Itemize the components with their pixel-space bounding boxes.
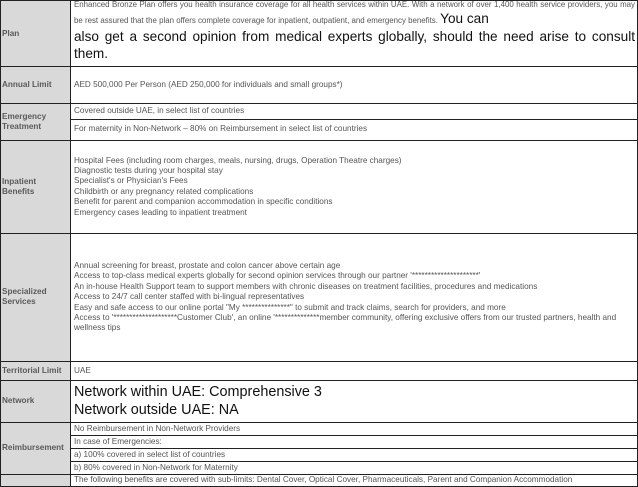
footer-row: [1, 474, 638, 486]
reimbursement-line: b) 80% covered in Non-Network for Maternity: [74, 462, 238, 472]
inpatient-line: Diagnostic tests during your hospital stay: [74, 166, 223, 175]
specialized-label: [1, 233, 71, 361]
specialized-line: Access to top-class medical experts globally for second opinion services through our partner '*********************': [74, 271, 481, 281]
inpatient-line: Specialist's or Physician's Fees: [74, 176, 188, 186]
annual-limit-row: [1, 67, 638, 104]
emergency-label-1: Emergency: [2, 111, 47, 121]
annual-limit-label: Annual Limit: [1, 67, 71, 104]
inpatient-label: [1, 140, 71, 233]
inpatient-line: Benefit for parent and companion accommodation in specific conditions: [74, 197, 333, 207]
network-row: [1, 380, 638, 422]
territorial-row: [1, 361, 638, 380]
footer-text: The following benefits are covered with sub-limits: Dental Cover, Optical Cover, Pharmaceuticals, Parent and Companion Accommodation: [71, 474, 638, 486]
network-line-2: Network outside UAE: NA: [74, 402, 239, 419]
emergency-label: [1, 104, 71, 141]
inpatient-label-2: Benefits: [2, 186, 35, 196]
emergency-row: [1, 104, 638, 141]
reimbursement-row: [1, 422, 638, 474]
plan-text-big-inline: You can: [440, 11, 489, 26]
inpatient-line: Childbirth or any pregnancy related complications: [74, 186, 254, 196]
emergency-values: [71, 104, 638, 141]
specialized-label-1: Specialized: [2, 287, 47, 297]
reimbursement-label: Reimbursement: [1, 422, 71, 474]
inpatient-line: Emergency cases leading to inpatient treatment: [74, 207, 247, 217]
specialized-line: An in-house Health Support team to support members with chronic diseases on treatment facilities, procedures and medications: [74, 281, 538, 291]
reimbursement-line: In case of Emergencies:: [71, 436, 637, 449]
reimbursement-line: a) 100% covered in select list of countries: [71, 449, 637, 462]
footer-label: [1, 474, 71, 486]
plan-text-small: Enhanced Bronze Plan offers you health insurance coverage for all health services within UAE. With a network of over 1,400 health service providers, you may be rest assured that the plan offers complete coverage for inpatient, outpatient, and emergency benefits.: [74, 0, 635, 25]
plan-text-big: also get a second opinion from medical experts globally, should the need arise to consult them.: [74, 29, 635, 61]
inpatient-line: Hospital Fees (including room charges, meals, nursing, drugs, Operation Theatre charges): [74, 155, 402, 165]
annual-limit-value: AED 500,000 Per Person (AED 250,000 for individuals and small groups*): [71, 67, 638, 104]
inpatient-row: [1, 140, 638, 233]
network-label: Network: [1, 380, 71, 422]
territorial-label: Territorial Limit: [1, 361, 71, 380]
specialized-values: [71, 233, 638, 361]
plan-row: [1, 1, 638, 67]
specialized-line: Access to 24/7 call center staffed with bi-lingual representatives: [74, 292, 305, 302]
specialized-line: Easy and safe access to our online portal "My ***************" to submit and track claims, search for providers, and more: [74, 302, 506, 312]
emergency-text-2: For maternity in Non-Network – 80% on Reimbursement in select list of countries: [74, 124, 368, 134]
specialized-line: Annual screening for breast, prostate and colon cancer above certain age: [74, 260, 341, 270]
specialized-label-2: Services: [2, 297, 36, 307]
network-values: [71, 380, 638, 422]
specialized-line: Access to '********************Customer Club', an online '**************member community, offering exclusive offers from our trusted partners, health and wellness tips: [74, 312, 617, 333]
plan-description: [71, 1, 638, 67]
reimbursement-line: No Reimbursement in Non-Network Providers: [71, 423, 637, 436]
reimbursement-values: [71, 422, 638, 474]
emergency-label-2: Treatment: [2, 121, 42, 131]
territorial-value: UAE: [71, 361, 638, 380]
inpatient-label-1: Inpatient: [2, 176, 37, 186]
emergency-text-1: Covered outside UAE, in select list of countries: [71, 104, 637, 120]
specialized-row: [1, 233, 638, 361]
inpatient-values: [71, 140, 638, 233]
plan-label: Plan: [1, 1, 71, 67]
network-line-1: Network within UAE: Comprehensive 3: [74, 384, 322, 401]
